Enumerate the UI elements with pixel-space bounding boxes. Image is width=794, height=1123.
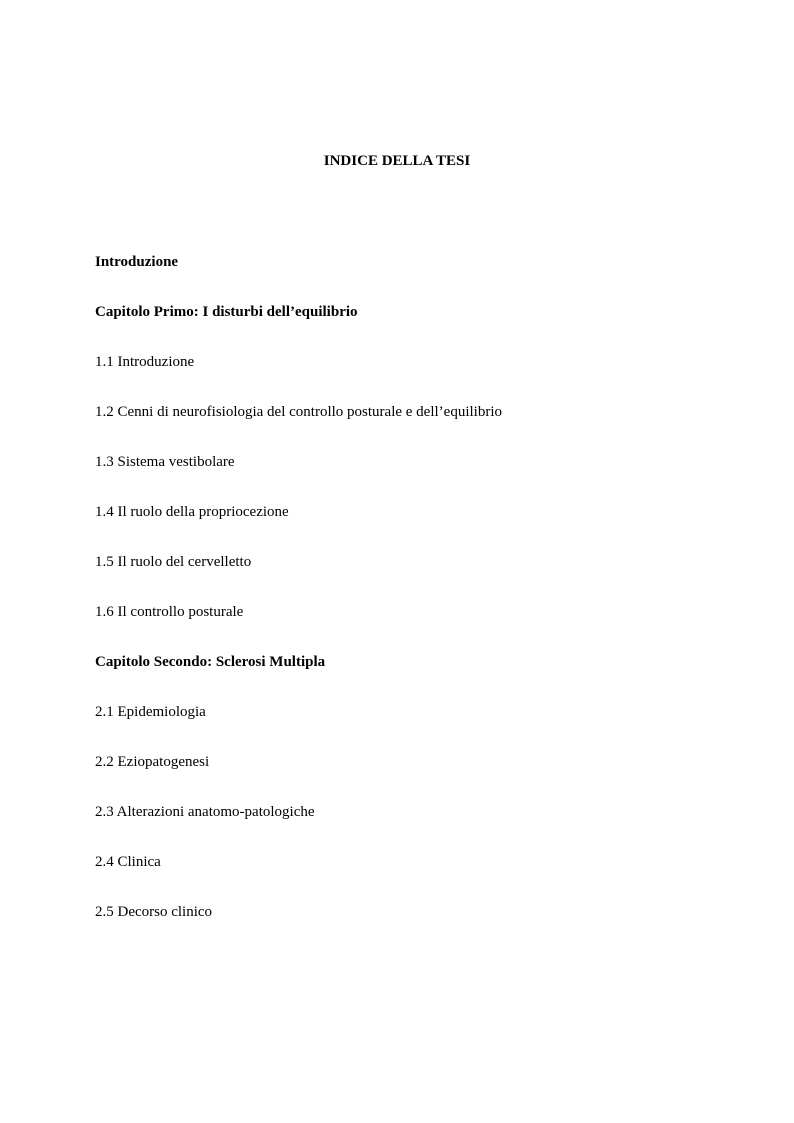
- toc-entry-1-1: 1.1 Introduzione: [95, 354, 195, 370]
- page-title: INDICE DELLA TESI: [323, 153, 471, 169]
- toc-entry-1-3: 1.3 Sistema vestibolare: [95, 454, 235, 470]
- table-of-contents: [95, 252, 502, 952]
- toc-entry-1-2: 1.2 Cenni di neurofisiologia del controllo posturale e dell’equilibrio: [95, 404, 502, 420]
- toc-entry-1-6: 1.6 Il controllo posturale: [95, 604, 244, 620]
- toc-entry-1-5: 1.5 Il ruolo del cervelletto: [95, 554, 252, 570]
- toc-entry-2-5: 2.5 Decorso clinico: [95, 904, 213, 920]
- toc-entry-2-1: 2.1 Epidemiologia: [95, 704, 206, 720]
- toc-entry-2-3: 2.3 Alterazioni anatomo-patologiche: [95, 804, 315, 820]
- toc-entry-1-4: 1.4 Il ruolo della propriocezione: [95, 504, 289, 520]
- toc-chapter-1-heading: Capitolo Primo: I disturbi dell’equilibrio: [95, 304, 358, 320]
- toc-entry-2-2: 2.2 Eziopatogenesi: [95, 754, 210, 770]
- toc-entry-2-4: 2.4 Clinica: [95, 854, 161, 870]
- toc-chapter-2-heading: Capitolo Secondo: Sclerosi Multipla: [95, 654, 326, 670]
- toc-entry-introduzione: Introduzione: [95, 254, 179, 270]
